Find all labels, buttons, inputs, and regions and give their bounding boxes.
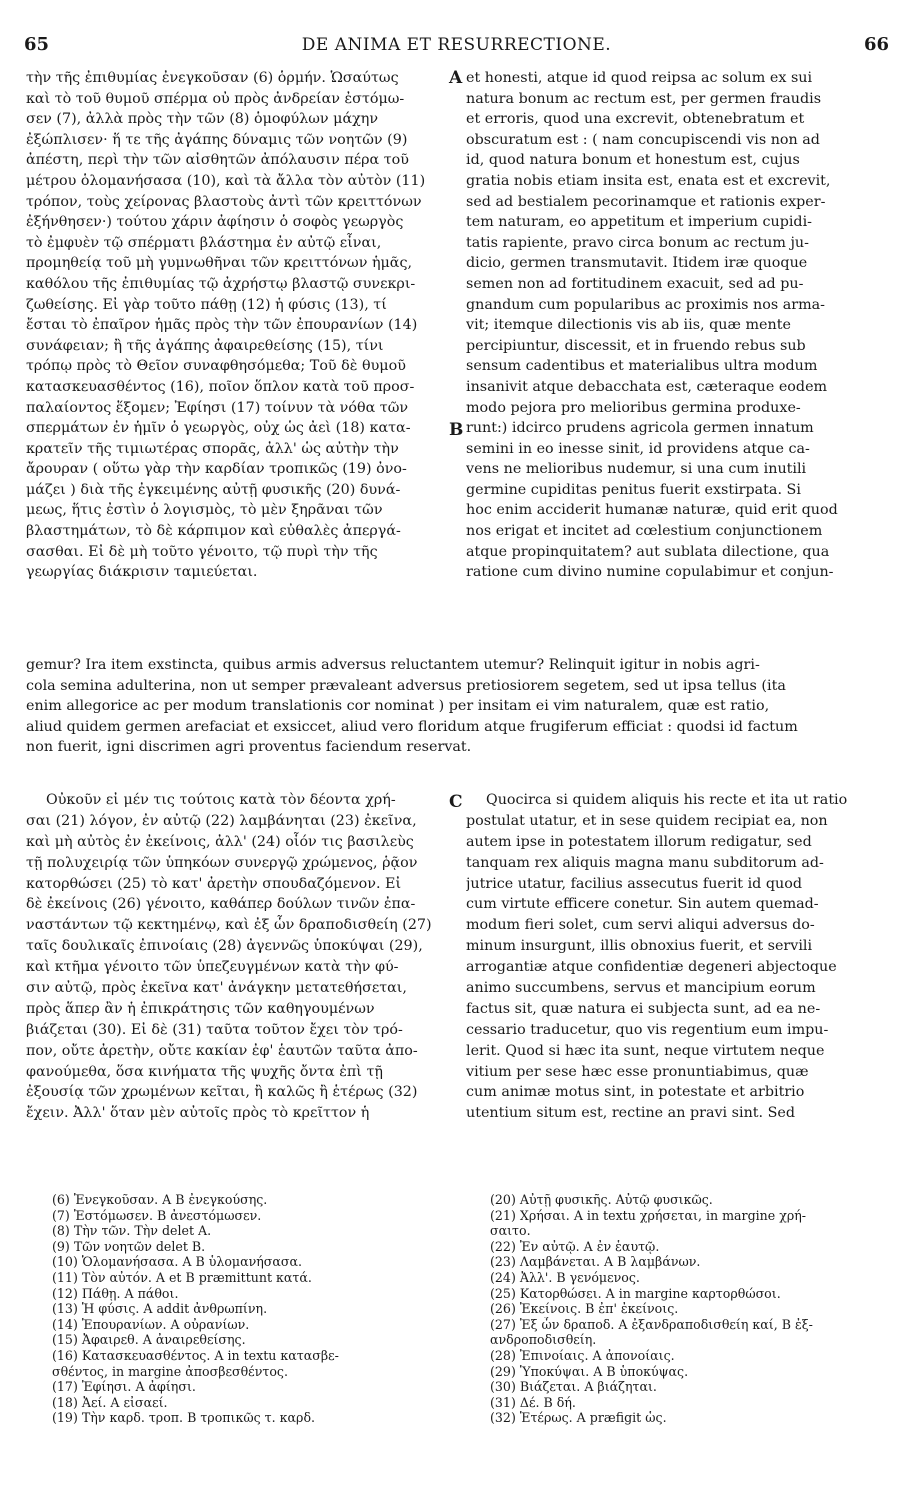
greek-text-line: μάζει ) διὰ τῆς ἐγκειμένης αὐτῇ φυσικῆς (20) δυνά- (26, 481, 401, 498)
footnote-line: (31) Δέ. B δή. (490, 1394, 576, 1410)
latin-text-line: hoc enim acciderit humanæ naturæ, quid erit quod (466, 502, 838, 519)
footnote-line: (32) Ἑτέρως. A præfigit ὡς. (490, 1410, 667, 1426)
latin-text-line: obscuratum est : ( nam concupiscendi vis non ad (466, 131, 820, 148)
greek-text-line: ἀπέστη, περὶ τὴν τῶν αἰσθητῶν ἀπόλαυσιν πέρα τοῦ (26, 152, 409, 169)
latin-text-line: sed ad bestialem pecorinamque et rationis exper- (466, 193, 826, 210)
latin-column-bottom (466, 790, 886, 1124)
greek-column-bottom (26, 790, 446, 1124)
greek-text-line: συνάφειαν; ἢ τῆς ἀγάπης ἀφαιρεθείσης (15), τίνι (26, 337, 384, 354)
footnotes-right (490, 1192, 890, 1426)
latin-text-line: et erroris, quod una excrevit, obtenebratum et (466, 111, 805, 128)
running-header (24, 34, 889, 56)
latin-text-line: tem naturam, eo appetitum et imperium cupidi- (466, 214, 812, 231)
greek-text-line: ζωθείσης. Εἰ γὰρ τοῦτο πάθῃ (12) ἡ φύσις (13), τί (26, 296, 387, 313)
latin-text-line: Quocirca si quidem aliquis his recte et ita ut ratio (486, 792, 848, 808)
latin-text-line: germine cupiditas penitus fuerit exstirpata. Si (466, 481, 801, 498)
footnote-line: (12) Πάθῃ. A πάθοι. (52, 1285, 179, 1301)
latin-text-line: vens ne melioribus nudemur, si una cum inutili (466, 461, 807, 478)
greek-text-line: ἐξουσίᾳ τῶν χρωμένων κεῖται, ἢ καλῶς ἢ ἑτέρως (32) (26, 1084, 418, 1101)
greek-text-line: ταῖς δουλικαῖς ἐπινοίαις (28) ἀγεννῶς ὑποκύψαι (29), (26, 938, 423, 955)
latin-text-line: runt:) idcirco prudens agricola germen innatum (466, 420, 814, 437)
footnotes-left (52, 1192, 444, 1426)
greek-text-line: δὲ ἐκείνοις (26) γένοιτο, καθάπερ δούλων τινῶν ἐπα- (26, 896, 416, 913)
running-title: DE ANIMA ET RESURRECTIONE. (301, 35, 612, 55)
margin-marker-b: B (449, 420, 464, 440)
greek-text-line: Οὐκοῦν εἰ μέν τις τούτοις κατὰ τὸν δέοντα χρή- (46, 792, 396, 808)
latin-text-line: insanivit atque debacchata est, cæteraque eodem (466, 378, 828, 395)
page-number-left: 65 (24, 34, 50, 55)
footnote-line: ανδροποδισθείη. (490, 1332, 597, 1348)
greek-text-line: καὶ τὸ τοῦ θυμοῦ σπέρμα οὐ πρὸς ἀνδρείαν ἐστόμω- (26, 90, 405, 107)
margin-marker-a: A (449, 68, 463, 88)
greek-column-top (26, 68, 454, 583)
latin-text-line: postulat utatur, et in sese quidem recipiat ea, non (466, 812, 828, 829)
greek-text-line: κρατεῖν τῆς τιμιωτέρας σπορᾶς, ἀλλ' ὡς αὐτὴν τὴν (26, 440, 399, 457)
greek-text-line: καθόλου τῆς ἐπιθυμίας τῷ ἀχρήστῳ βλαστῷ συνεκρι- (26, 275, 416, 292)
latin-text-line: modum fieri solet, cum servi aliqui adversus do- (466, 917, 815, 934)
greek-text-line: ἐξώπλισεν· ἥ τε τῆς ἀγάπης δύναμις τῶν νοητῶν (9) (26, 131, 408, 148)
latin-full-width-paragraph (26, 655, 892, 758)
greek-text-line: σαι (21) λόγον, ἐν αὐτῷ (22) λαμβάνηται (23) ἐκεῖνα, (26, 812, 417, 829)
footnote-line: (18) Ἀεί. A εἰσαεί. (52, 1394, 168, 1410)
greek-text-line: τὸ ἐμφυὲν τῷ σπέρματι βλάστημα ἐν αὐτῷ εἶναι, (26, 234, 382, 251)
greek-text-line: σεν (7), ἀλλὰ πρὸς τὴν τῶν (8) ὁμοφύλων μάχην (26, 111, 379, 128)
latin-text-line: semini in eo inesse sinit, id providens atque ca- (466, 440, 810, 457)
footnote-line: (19) Τὴν καρδ. τροπ. B τροπικῶς τ. καρδ. (52, 1410, 316, 1426)
latin-text-line: lerit. Quod si hæc ita sunt, neque virtutem neque (466, 1042, 825, 1059)
margin-marker-c: C (449, 792, 463, 812)
latin-text-line: cum animæ motus sint, in potestate et arbitrio (466, 1084, 805, 1101)
latin-text-line: vitium per sese hæc esse pronuntiabimus, quæ (466, 1063, 809, 1080)
greek-text-line: τρόπῳ πρὸς τὸ Θεῖον συναφθησόμεθα; Τοῦ δὲ θυμοῦ (26, 358, 406, 375)
latin-text-line: cum virtute efficere conetur. Sin autem quemad- (466, 896, 819, 913)
greek-text-line: κατασκευασθέντος (16), ποῖον ὅπλον κατὰ τοῦ προσ- (26, 378, 415, 395)
footnote-line: (22) Ἐν αὐτῷ. A ἐν ἑαυτῷ. (490, 1238, 660, 1254)
greek-text-line: πον, οὔτε ἀρετὴν, οὔτε κακίαν ἐφ' ἑαυτῶν ταῦτα ἀπο- (26, 1042, 418, 1059)
footnote-line: (26) Ἐκείνοις. B ἐπ' ἐκείνοις. (490, 1301, 679, 1317)
greek-text-line: ἔχειν. Ἀλλ' ὅταν μὲν αὐτοῖς πρὸς τὸ κρεῖττον ἡ (26, 1105, 370, 1122)
latin-text-line: et honesti, atque id quod reipsa ac solum ex sui (466, 70, 813, 86)
greek-text-line: καὶ μὴ αὐτὸς ἐν ἐκείνοις, ἀλλ' (24) οἷόν τις βασιλεὺς (26, 833, 414, 850)
latin-text-line: gratia nobis etiam insita est, enata est et excrevit, (466, 172, 831, 189)
footnote-line: (21) Χρήσαι. A in textu χρήσεται, in margine χρή- (490, 1207, 807, 1223)
greek-text-line: σπερμάτων ἐν ἡμῖν ὁ γεωργὸς, οὐχ ὡς ἀεὶ (18) κατα- (26, 420, 411, 437)
footnote-line: (29) Ὑποκύψαι. A B ὑποκύψας. (490, 1363, 689, 1379)
latin-text-line: sensum cadentibus et materialibus ultra modum (466, 358, 818, 375)
latin-text-line: id, quod natura bonum et honestum est, cujus (466, 152, 800, 169)
greek-text-line: ἄρουραν ( οὕτω γὰρ τὴν καρδίαν τροπικῶς (19) ὀνο- (26, 461, 407, 478)
latin-text-line: gemur? Ira item exstincta, quibus armis adversus reluctantem utemur? Relinquit igitur in nobis agri- (26, 657, 760, 673)
latin-text-line: animo succumbens, servus et mancipium eorum (466, 980, 816, 997)
footnote-line: (8) Τὴν τῶν. Τὴν delet A. (52, 1223, 212, 1239)
greek-text-line: παλαίοντος ἕξομεν; Ἐφίησι (17) τοίνυν τὰ νόθα τῶν (26, 399, 409, 416)
greek-text-line: τὴν τῆς ἐπιθυμίας ἐνεγκοῦσαν (6) ὁρμήν. Ὡσαύτως (26, 70, 399, 86)
latin-text-line: nos erigat et incitet ad cœlestium conjunctionem (466, 523, 823, 540)
latin-text-line: vit; itemque dilectionis vis ab iis, quæ mente (466, 317, 791, 334)
latin-text-line: semen non ad fortitudinem exacuit, sed ad pu- (466, 275, 804, 292)
footnote-line: σαιτο. (490, 1223, 531, 1239)
latin-text-line: cola semina adulterina, non ut semper prævaleant adversus pretiosiorem segetem, sed ut ipsa tellus (ita (26, 677, 786, 694)
latin-text-line: modo pejora pro melioribus germina produxe- (466, 399, 801, 416)
latin-text-line: dicio, germen transmutavit. Itidem iræ quoque (466, 255, 808, 272)
greek-text-line: μεως, ἥτις ἐστὶν ὁ λογισμὸς, τὸ μὲν ξηρᾶναι τῶν (26, 502, 383, 519)
greek-text-line: σιν αὐτῷ, πρὸς ἐκεῖνα κατ' ἀνάγκην μετατεθήσεται, (26, 980, 407, 997)
greek-text-line: τρόπον, τοὺς χείρονας βλαστοὺς ἀντὶ τῶν κρειττόνων (26, 193, 422, 210)
footnote-line: (17) Ἐφίησι. A ἀφίησι. (52, 1379, 196, 1395)
latin-column-top (466, 68, 894, 583)
greek-text-line: κατορθώσει (25) τὸ κατ' ἀρετὴν σπουδαζόμενον. Εἰ (26, 875, 402, 892)
greek-text-line: ἐξήνθησεν·) τούτου χάριν ἀφίησιν ὁ σοφὸς γεωργὸς (26, 214, 404, 231)
footnote-line: (14) Ἐπουρανίων. A οὐρανίων. (52, 1316, 250, 1332)
latin-text-line: cessario traducetur, quo vis regentium eum impu- (466, 1021, 829, 1038)
footnote-line: (16) Κατασκευασθέντος. A in textu κατασβε- (52, 1347, 339, 1363)
footnote-line: (24) Ἀλλ'. B γενόμενος. (490, 1269, 640, 1285)
footnote-line: (7) Ἐστόμωσεν. B ἀνεστόμωσεν. (52, 1207, 262, 1223)
greek-text-line: ἔσται τὸ ἐπαῖρον ἡμᾶς πρὸς τὴν τῶν ἐπουρανίων (14) (26, 317, 418, 334)
greek-text-line: μέτρου ὁλομανήσασα (10), καὶ τὰ ἄλλα τὸν αὐτὸν (11) (26, 172, 426, 189)
greek-text-line: βλαστημάτων, τὸ δὲ κάρπιμον καὶ εὐθαλὲς ἀπεργά- (26, 523, 401, 540)
greek-text-line: καὶ κτῆμα γένοιτο τῶν ὑπεζευγμένων κατὰ τὴν φύ- (26, 959, 399, 976)
footnote-line: (25) Κατορθώσει. A in margine καρτορθώσοι. (490, 1285, 781, 1301)
latin-text-line: natura bonum ac rectum est, per germen fraudis (466, 90, 822, 107)
latin-text-line: tatis rapiente, pravo circa bonum ac rectum ju- (466, 234, 809, 251)
latin-text-line: tanquam rex aliquis magna manu subditorum ad- (466, 854, 824, 871)
latin-text-line: ratione cum divino numine copulabimur et conjun- (466, 564, 834, 581)
latin-text-line: arrogantiæ atque confidentiæ degeneri abjectoque (466, 959, 837, 976)
latin-text-line: percipiuntur, discessit, et in fruendo rebus sub (466, 337, 806, 354)
latin-text-line: aliud quidem germen arefaciat et exsiccet, aliud vero floridum atque frugiferum efficiat : quodsi id factum (26, 718, 798, 735)
latin-text-line: autem ipse in potestatem illorum redigatur, sed (466, 833, 812, 850)
latin-text-line: non fuerit, igni discrimen agri proventus faciendum reservat. (26, 739, 472, 756)
latin-text-line: atque propinquitatem? aut sublata dilectione, qua (466, 543, 830, 560)
footnote-line: (30) Βιάζεται. A βιάζηται. (490, 1379, 657, 1395)
greek-text-line: φανούμεθα, ὅσα κινήματα τῆς ψυχῆς ὄντα ἐπὶ τῇ (26, 1063, 383, 1080)
greek-text-line: ναστάντων τῷ κεκτημένῳ, καὶ ἐξ ὧν δραποδισθείη (27) (26, 917, 432, 934)
latin-text-line: gnandum cum popularibus ac proximis nos arma- (466, 296, 826, 313)
footnote-line: (23) Λαμβάνεται. A B λαμβάνων. (490, 1254, 701, 1270)
footnote-line: (11) Τὸν αὐτόν. A et B præmittunt κατά. (52, 1269, 312, 1285)
footnote-line: σθέντος, in margine ἀποσβεσθέντος. (52, 1363, 288, 1379)
greek-text-line: γεωργίας διάκρισιν ταμιεύεται. (26, 564, 258, 581)
greek-text-line: σασθαι. Εἰ δὲ μὴ τοῦτο γένοιτο, τῷ πυρὶ τὴν τῆς (26, 543, 378, 560)
greek-text-line: τῇ πολυχειρίᾳ τῶν ὑπηκόων συνεργῷ χρώμενος, ῥᾷον (26, 854, 418, 871)
footnote-line: (10) Ὁλομανήσασα. A B ὑλομανήσασα. (52, 1254, 303, 1270)
footnote-line: (6) Ἐνεγκοῦσαν. A B ἐνεγκούσης. (52, 1192, 268, 1207)
footnote-line: (15) Ἀφαιρεθ. A ἀναιρεθείσης. (52, 1332, 246, 1348)
latin-text-line: jutrice utatur, facilius assecutus fuerit id quod (466, 875, 802, 892)
greek-text-line: βιάζεται (30). Εἰ δὲ (31) ταῦτα τοῦτον ἔχει τὸν τρό- (26, 1021, 403, 1038)
page-number-right: 66 (863, 34, 889, 55)
latin-text-line: enim allegorice ac per modum translationis cor nominat ) per insitam ei vim naturalem, quæ est ratio, (26, 698, 770, 715)
footnote-line: (9) Τῶν νοητῶν delet B. (52, 1238, 206, 1254)
latin-text-line: minum insurgunt, illis obnoxius fuerit, et servili (466, 938, 813, 955)
greek-text-line: πρὸς ἅπερ ἂν ἡ ἐπικράτησις τῶν καθηγουμένων (26, 1000, 375, 1017)
footnote-line: (27) Ἐξ ὧν δραποδ. A ἐξανδραποδισθείη καί, B ἐξ- (490, 1316, 813, 1332)
footnote-line: (13) Ἡ φύσις. A addit ἀνθρωπίνη. (52, 1301, 268, 1317)
footnote-line: (20) Αὐτῇ φυσικῆς. Αὐτῷ φυσικῶς. (490, 1192, 713, 1207)
latin-text-line: utentium situm est, rectine an pravi sint. Sed (466, 1105, 796, 1122)
latin-text-line: factus sit, quæ natura ei subjecta sunt, ad ea ne- (466, 1000, 821, 1017)
greek-text-line: προμηθείᾳ τοῦ μὴ γυμνωθῆναι τῶν κρειττόνων ἡμᾶς, (26, 255, 413, 272)
footnote-line: (28) Ἐπινοίαις. A ἀπονοίαις. (490, 1347, 675, 1363)
